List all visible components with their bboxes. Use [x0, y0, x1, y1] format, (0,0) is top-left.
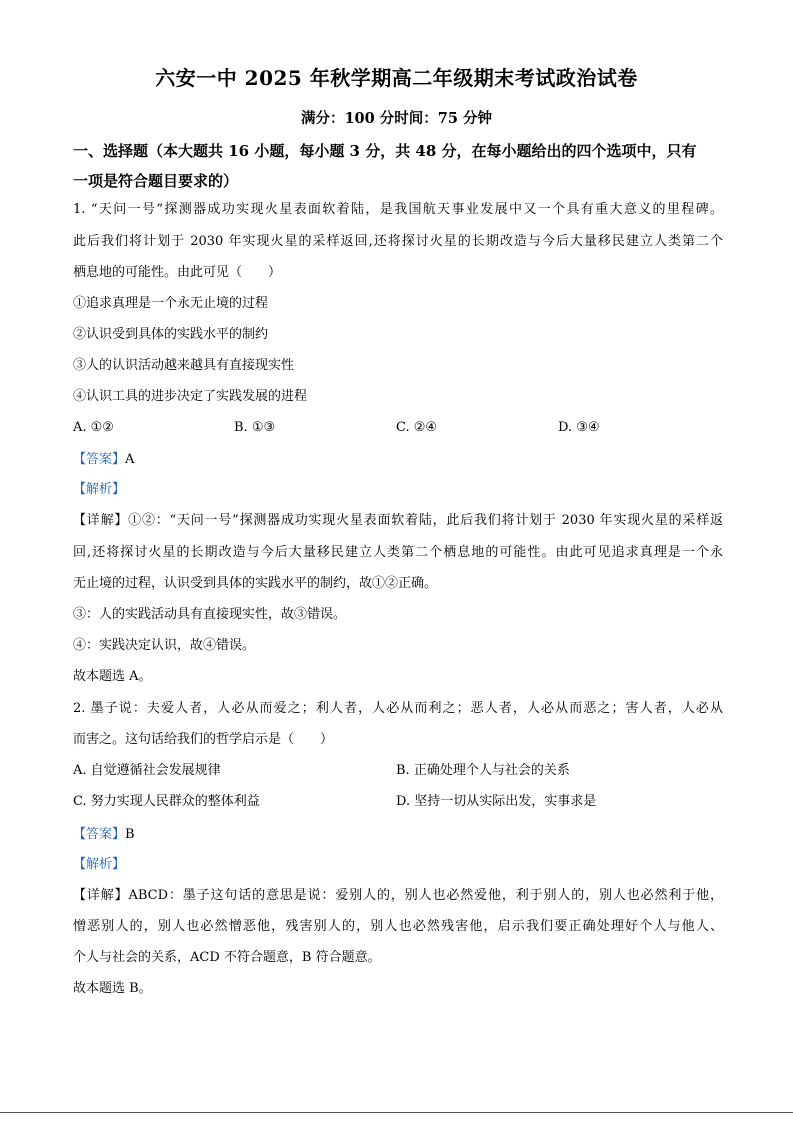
q2-conclusion: 故本题选 B。 [73, 981, 152, 996]
q2-detail-line: 个人与社会的关系，ACD 不符合题意，B 符合题意。 [73, 950, 381, 965]
q2-answer [73, 825, 135, 845]
q1-detail-line: 无止境的过程，认识受到具体的实践水平的制约，故①②正确。 [73, 576, 438, 591]
q1-stem-line: 栖息地的可能性。由此可见（ ） [73, 265, 282, 280]
page-title: 六安一中 2025 年秋学期高二年级期末考试政治试卷 [155, 66, 638, 90]
q2-option-c: C. 努力实现人民群众的整体利益 [73, 794, 260, 809]
answer-tag: 【答案】 [73, 827, 126, 842]
q2-option-d: D. 坚持一切从实际出发，实事求是 [396, 794, 597, 809]
q2-option-b: B. 正确处理个人与社会的关系 [396, 763, 570, 778]
q2-stem-line: 2. 墨子说：夫爱人者，人必从而爱之；利人者，人必从而利之；恶人者，人必从而恶之；害人者，人必从 [73, 701, 723, 716]
q1-option-a: A. ①② [73, 420, 114, 435]
detail-text: ①②：“天问一号”探测器成功实现火星表面软着陆，此后我们将计划于 2030 年实现火星的采样返 [128, 513, 723, 528]
q1-item: ④认识工具的进步决定了实践发展的进程 [73, 389, 308, 404]
q1-stem-line: 1. “天问一号”探测器成功实现火星表面软着陆，是我国航天事业发展中又一个具有重大意义的里程碑。 [73, 202, 723, 217]
q1-item: ①追求真理是一个永无止境的过程 [73, 296, 269, 311]
q2-analysis-tag: 【解析】 [73, 857, 126, 872]
q1-analysis-tag: 【解析】 [73, 482, 126, 497]
section-heading [73, 136, 723, 196]
q1-detail-line: 回,还将探讨火星的长期改造与今后大量移民建立人类第二个栖息地的可能性。由此可见追求真理是一个永 [73, 545, 723, 560]
q1-item: ②认识受到具体的实践水平的制约 [73, 327, 269, 342]
q2-option-a: A. 自觉遵循社会发展规律 [73, 763, 221, 778]
q2-detail-line: 憎恶别人的，别人也必然憎恶他，残害别人的，别人也必然残害他，启示我们要正确处理好个人与他人、 [73, 919, 723, 934]
footer-divider [0, 1112, 793, 1113]
section-heading-line: 一、选择题（本大题共 16 小题，每小题 3 分，共 48 分，在每小题给出的四个选项中，只有 [73, 142, 697, 160]
answer-value: B [125, 827, 135, 842]
q1-detail-line: ④：实践决定认识，故④错误。 [73, 638, 256, 653]
q2-detail-line [73, 886, 723, 906]
detail-tag: 【详解】 [73, 888, 129, 903]
section-heading-line: 一项是符合题目要求的） [73, 172, 239, 190]
q1-option-b: B. ①③ [234, 420, 276, 435]
exam-info: 满分：100 分时间：75 分钟 [300, 110, 493, 127]
q1-option-c: C. ②④ [396, 420, 438, 435]
q1-detail-line [73, 511, 723, 531]
answer-tag: 【答案】 [73, 452, 126, 467]
q1-item: ③人的认识活动越来越具有直接现实性 [73, 358, 295, 373]
q2-stem-line: 而害之。这句话给我们的哲学启示是（ ） [73, 732, 334, 747]
q1-option-d: D. ③④ [558, 420, 600, 435]
q1-stem-line: 此后我们将计划于 2030 年实现火星的采样返回,还将探讨火星的长期改造与今后大量移民建立人类第二个 [73, 234, 723, 249]
q1-detail-line: ③：人的实践活动具有直接现实性，故③错误。 [73, 607, 347, 622]
q1-answer [73, 450, 134, 470]
detail-tag: 【详解】 [73, 513, 129, 528]
answer-value: A [125, 452, 135, 467]
q1-conclusion: 故本题选 A。 [73, 669, 152, 684]
detail-text: ABCD：墨子这句话的意思是说：爱别人的，别人也必然爱他，利于别人的，别人也必然利于他， [128, 888, 723, 903]
